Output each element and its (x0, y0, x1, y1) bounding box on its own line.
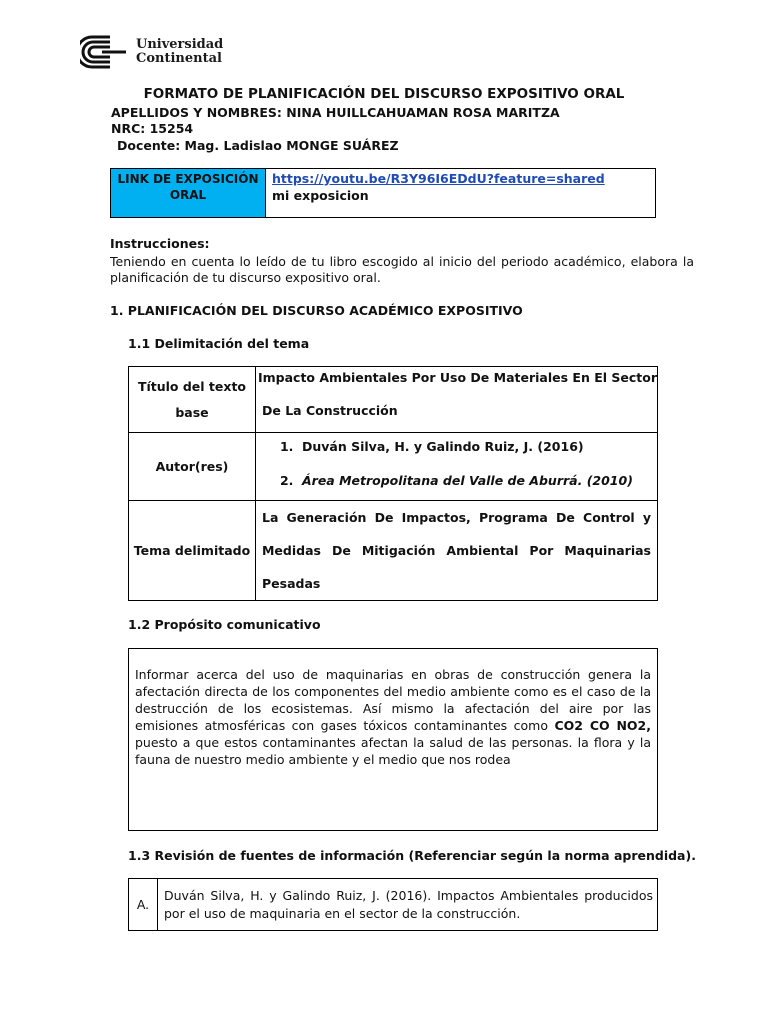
link-label-line2: ORAL (169, 188, 207, 202)
purpose-box (128, 648, 658, 831)
exposition-link[interactable]: https://youtu.be/R3Y96I6EDdU?feature=shared (272, 171, 605, 186)
section1-heading: 1. PLANIFICACIÓN DEL DISCURSO ACADÉMICO EXPOSITIVO (110, 303, 523, 318)
author-text: Área Metropolitana del Valle de Aburrá. (2010) (301, 472, 633, 488)
purpose-text (135, 666, 651, 768)
teacher-name: Docente: Mag. Ladislao MONGE SUÁREZ (117, 138, 399, 153)
topic-value-cell: La Generación De Impactos, Programa De Control y Medidas De Mitigación Ambiental Por Maquinarias Pesadas (255, 501, 657, 601)
university-name (136, 38, 223, 66)
university-logo-icon (80, 34, 128, 70)
topic-table (128, 366, 658, 601)
purpose-text-bold: CO2 CO NO2, (554, 718, 651, 733)
instructions-heading: Instrucciones: (110, 236, 210, 251)
table-row (129, 879, 658, 931)
student-name: APELLIDOS Y NOMBRES: NINA HUILLCAHUAMAN ROSA MARITZA (111, 105, 560, 120)
author-item (256, 435, 657, 469)
university-name-line1: Universidad (136, 37, 224, 52)
link-label-line1: LINK DE EXPOSICIÓN (117, 172, 259, 186)
author-number: 2. (279, 472, 294, 488)
link-label-cell (111, 169, 266, 217)
source-letter: A. (129, 879, 158, 931)
sources-table (128, 878, 658, 931)
source-text: Duván Silva, H. y Galindo Ruiz, J. (2016). Impactos Ambientales producidos por el uso de maquinaria en el sector de la construcción. (158, 879, 658, 931)
topic-label-cell: Tema delimitado (129, 501, 256, 601)
author-text: Duván Silva, H. y Galindo Ruiz, J. (2016) (301, 438, 584, 454)
authors-value-cell (255, 433, 657, 501)
title-value-cell (255, 367, 657, 433)
table-row-title (129, 367, 658, 433)
authors-label-cell: Autor(res) (129, 433, 256, 501)
author-number: 1. (279, 438, 294, 454)
title-label-cell (129, 367, 256, 433)
title-label-line1: Título del texto (137, 378, 247, 394)
link-table (110, 168, 656, 218)
title-value-line1: Impacto Ambientales Por Uso De Materiales En El Sector (257, 370, 657, 385)
section1-1-heading: 1.1 Delimitación del tema (128, 336, 310, 351)
table-row-topic (129, 501, 658, 601)
instructions-body: Teniendo en cuenta lo leído de tu libro escogido al inicio del periodo académico, elabora la planificación de tu discurso expositivo oral. (110, 254, 694, 285)
author-item (256, 469, 657, 493)
title-value-line2: De La Construcción (261, 403, 398, 418)
exposition-note: mi exposicion (272, 188, 369, 203)
table-row-authors (129, 433, 658, 501)
section1-3-heading: 1.3 Revisión de fuentes de información (Referenciar según la norma aprendida). (128, 848, 696, 863)
university-name-line2: Continental (136, 51, 222, 66)
section1-2-heading: 1.2 Propósito comunicativo (128, 617, 321, 632)
document-title: FORMATO DE PLANIFICACIÓN DEL DISCURSO EXPOSITIVO ORAL (143, 86, 625, 102)
nrc-code: NRC: 15254 (111, 121, 194, 136)
title-label-line2: base (175, 404, 209, 420)
purpose-text-part2: puesto a que estos contaminantes afectan la salud de las personas. la flora y la fauna de nuestro medio ambiente y el medio que nos rodea (135, 735, 651, 767)
purpose-text-part1: Informar acerca del uso de maquinarias en obras de construcción genera la afectación directa de los componentes del medio ambiente como es el caso de la destrucción de los ecosistemas. Así mismo la afectación del aire por las emisiones atmosféricas con gases tóxicos contaminantes como (135, 667, 651, 733)
